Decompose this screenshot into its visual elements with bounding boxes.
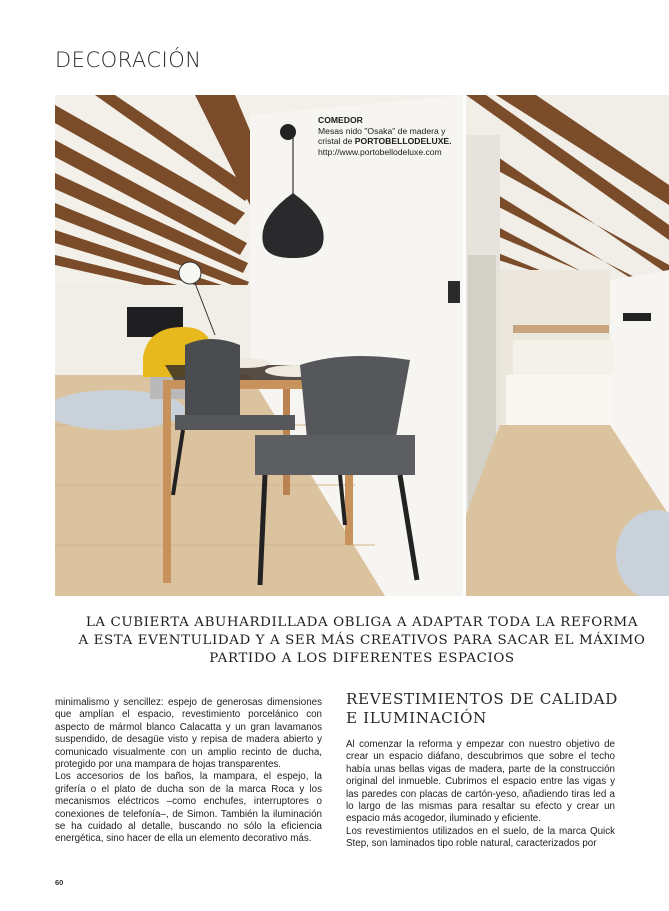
- body-column-left: [55, 697, 322, 846]
- subheading-line-1: REVESTIMIENTOS DE CALIDAD: [346, 690, 618, 708]
- subheading: [346, 690, 626, 728]
- caption-heading: COMEDOR: [318, 115, 363, 125]
- dining-room-photo: [55, 95, 463, 596]
- pullquote-line: A ESTA EVENTULIDAD Y A SER MÁS CREATIVOS PARA SACAR EL MÁXIMO: [78, 633, 646, 649]
- caption-line-2: [318, 136, 458, 147]
- bedroom-photo: [466, 95, 669, 596]
- photo-caption: [318, 115, 458, 157]
- body-paragraph: Al comenzar la reforma y empezar con nuestro objetivo de crear un espacio diáfano, descubrimos que sobre el techo había unas bellas vigas de madera, parte de la construcción original del inmueble. Cubrimos el espacio entre las vigas y las paredes con placas de cartón-yeso, añadiendo tiras led a lo largo de las mismas para resaltar su efecto y crear un espacio más acogedor, iluminado y eficiente.: [346, 739, 615, 825]
- body-paragraph: Los accesorios de los baños, la mampara, el espejo, la grifería o el plato de ducha son de la marca Roca y los mecanismos eléctricos –como enchufes, interruptores o conexiones de telefonía–, de Simon. También la iluminación se ha cuidado al detalle, buscando no sólo la eficiencia energética, sino hacer de ella un elemento decorativo más.: [55, 771, 322, 845]
- section-title: DECORACIÓN: [55, 48, 202, 72]
- pullquote-line: LA CUBIERTA ABUHARDILLADA OBLIGA A ADAPTAR TODA LA REFORMA: [85, 615, 639, 630]
- body-column-right: [346, 739, 615, 851]
- subheading-line-2: E ILUMINACIÓN: [346, 709, 487, 727]
- caption-brand: PORTOBELLODELUXE.: [354, 136, 452, 147]
- pullquote-line: PARTIDO A LOS DIFERENTES ESPACIOS: [209, 651, 515, 667]
- pullquote: [55, 614, 669, 669]
- body-paragraph: minimalismo y sencillez: espejo de generosas dimensiones que amplían el espacio, revestimiento porcelánico con aspecto de mármol blanco Calacatta y un gran lavamanos suspendido, de desagüe visto y repisa de madera abierto y comunicado visualmente con un amplio recinto de ducha, protegido por una mampara de hojas transparentes.: [55, 697, 322, 771]
- caption-line-1: Mesas nido "Osaka" de madera y: [318, 125, 446, 136]
- caption-line-2-prefix: cristal de: [318, 136, 355, 147]
- body-paragraph: Los revestimientos utilizados en el suelo, de la marca Quick Step, son laminados tipo roble natural, caracterizados por: [346, 825, 615, 850]
- caption-url: http://www.portobellodeluxe.com: [318, 146, 442, 157]
- page-number: 60: [55, 878, 64, 887]
